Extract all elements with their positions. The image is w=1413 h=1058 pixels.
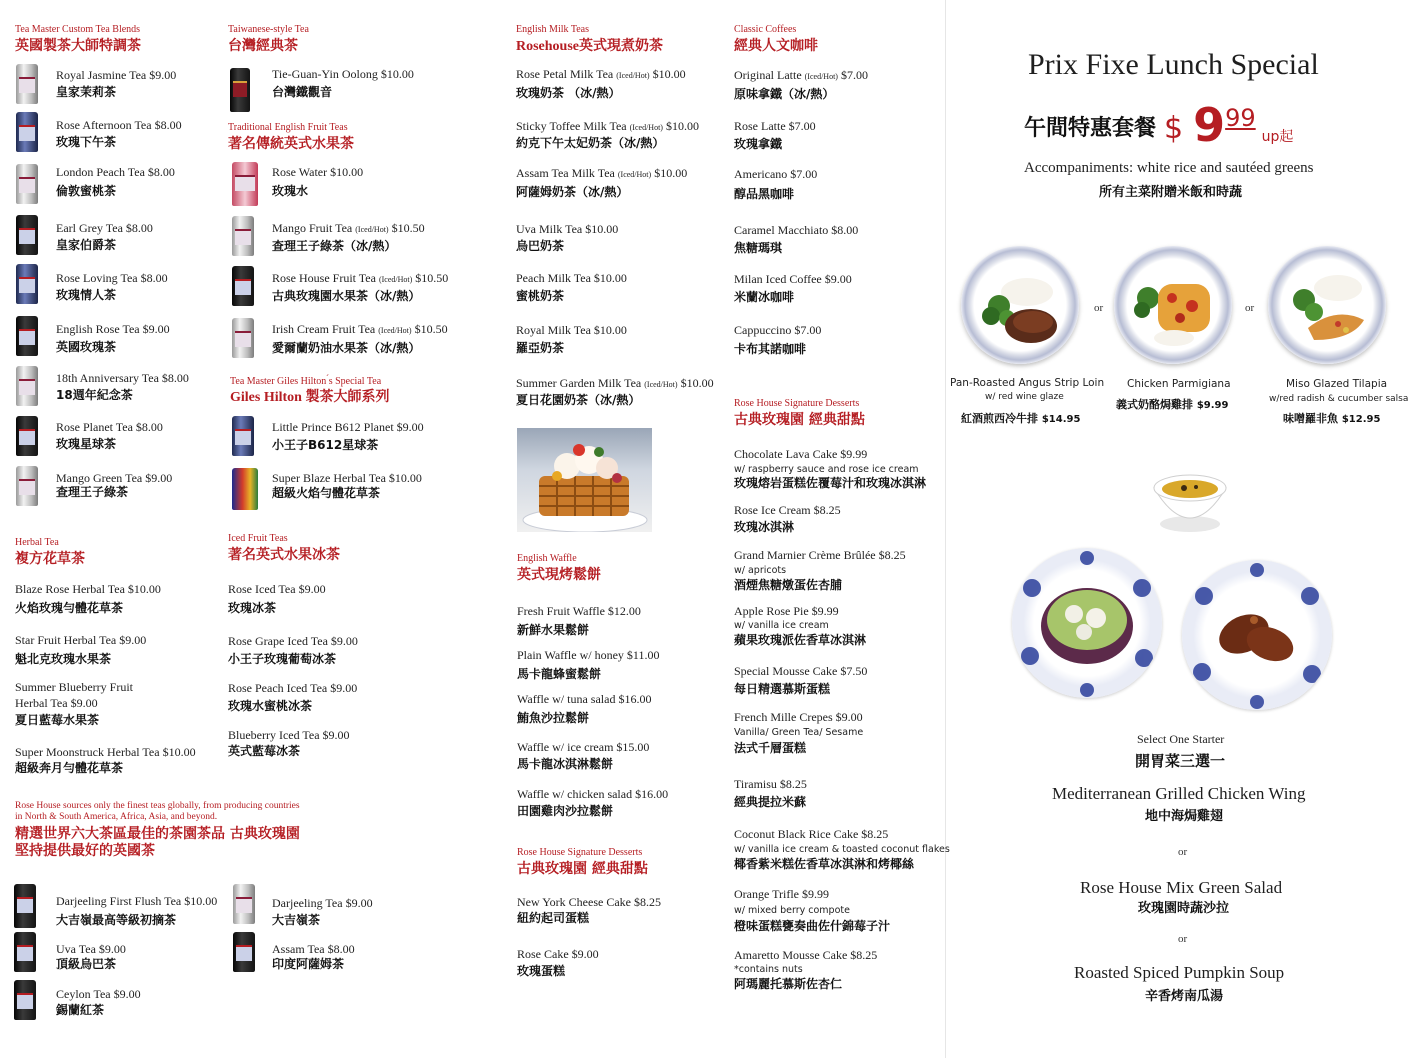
menu-item-zh: 烏巴奶茶	[516, 239, 565, 253]
accompaniments-zh: 所有主菜附贈米飯和時蔬	[1099, 185, 1243, 200]
menu-item-zh: 田園雞肉沙拉鬆餅	[517, 804, 614, 818]
price-decimal: 99	[1225, 104, 1256, 132]
starter-item-zh: 地中海焗雞翅	[1145, 809, 1224, 824]
menu-item-zh: 法式千層蛋糕	[734, 741, 807, 755]
section-subtitle: Herbal Tea	[15, 537, 59, 548]
menu-item-name: Plain Waffle w/ honey $11.00	[517, 648, 660, 662]
menu-item-name: English Rose Tea $9.00	[56, 322, 170, 336]
menu-item-zh: 酒煙焦糖燉蛋佐杏脯	[734, 578, 843, 592]
source-title: 堅持提供最好的英國茶	[15, 843, 155, 859]
menu-item-name: Grand Marnier Crème Brûlée $8.25	[734, 548, 906, 562]
menu-item-name: Rose Water $10.00	[272, 165, 364, 179]
menu-item-name: Summer Blueberry Fruit	[15, 680, 133, 694]
menu-item-zh: 玫瑰下午茶	[56, 135, 117, 149]
menu-item-zh: 蘋果玫瑰派佐香草冰淇淋	[734, 633, 867, 647]
steak-plate-photo	[961, 246, 1079, 364]
menu-item-note: *contains nuts	[734, 964, 803, 975]
menu-item-note: w/ vanilla ice cream & toasted coconut flakes	[734, 844, 950, 855]
section-subtitle: Rose House Signature Desserts	[517, 847, 643, 858]
menu-item-name: Summer Garden Milk Tea (Iced/Hot) $10.00	[516, 376, 714, 390]
chicken-plate-photo	[1114, 246, 1232, 364]
menu-item-name: Rose Petal Milk Tea (Iced/Hot) $10.00	[516, 67, 686, 81]
menu-item-name: Little Prince B612 Planet $9.00	[272, 420, 424, 434]
section-title: Rosehouse英式現煮奶茶	[516, 39, 664, 54]
menu-item-zh: 大吉嶺最高等級初摘茶	[56, 913, 177, 927]
menu-item-name: Rose Peach Iced Tea $9.00	[228, 681, 358, 695]
source-note: Rose House sources only the finest teas globally, from producing countries	[15, 801, 300, 811]
menu-item-zh: 查理王子綠茶	[56, 485, 129, 499]
tea-tin-icon	[14, 980, 36, 1020]
menu-item-zh: 印度阿薩姆茶	[272, 957, 345, 971]
menu-item-zh: 約克下午太妃奶茶（冰/熱）	[516, 136, 665, 150]
menu-item-zh: 皇家伯爵茶	[56, 238, 117, 252]
waffle-photo	[517, 428, 652, 532]
menu-item-name: Blueberry Iced Tea $9.00	[228, 728, 350, 742]
menu-item-name: Star Fruit Herbal Tea $9.00	[15, 633, 147, 647]
menu-item-zh: 小王子玫瑰葡萄冰茶	[228, 652, 337, 666]
section-title: 經典人文咖啡	[734, 38, 818, 54]
lunch-title-zh: 午間特惠套餐	[1024, 116, 1157, 141]
menu-item-zh: 玫瑰冰淇淋	[734, 520, 795, 534]
starter-item-zh: 玫瑰園時蔬沙拉	[1138, 901, 1230, 916]
source-title: 精選世界六大茶區最佳的茶園茶品 古典玫瑰園	[15, 826, 300, 842]
tea-tin-icon	[16, 366, 38, 406]
menu-item-name: Sticky Toffee Milk Tea (Iced/Hot) $10.00	[516, 119, 699, 133]
menu-item-zh: 原味拿鐵（冰/熱）	[734, 87, 835, 101]
menu-item-zh: 大吉嶺茶	[272, 913, 321, 927]
menu-item-name: Waffle w/ tuna salad $16.00	[517, 692, 652, 706]
menu-item-zh: 火焰玫瑰勻體花草茶	[15, 601, 124, 615]
menu-item-name: Uva Milk Tea $10.00	[516, 222, 619, 236]
menu-item-zh: 愛爾蘭奶油水果茶（冰/熱）	[272, 341, 421, 355]
menu-item-zh: 玫瑰奶茶 （冰/熱）	[516, 86, 621, 100]
chicken-wing-illustration	[1182, 560, 1332, 710]
menu-item-name: Earl Grey Tea $8.00	[56, 221, 153, 235]
tea-tin-icon	[232, 318, 254, 358]
tea-tin-icon	[16, 466, 38, 506]
dish-note: w/ red wine glaze	[985, 392, 1064, 402]
menu-item-zh: 玫瑰水蜜桃冰茶	[228, 699, 313, 713]
tea-tin-icon	[16, 112, 38, 152]
tea-tin-icon	[232, 162, 258, 206]
menu-item-zh: 英式藍莓冰茶	[228, 744, 301, 758]
menu-item-zh: 焦糖瑪琪	[734, 241, 783, 255]
starter-item: Roasted Spiced Pumpkin Soup	[1074, 963, 1285, 982]
price-dollar: $	[1164, 111, 1184, 146]
or-separator: or	[1245, 302, 1255, 314]
menu-item-zh: 阿瑪麗托慕斯佐杏仁	[734, 977, 843, 991]
menu-item-name: Amaretto Mousse Cake $8.25	[734, 948, 878, 962]
menu-item-name: New York Cheese Cake $8.25	[517, 895, 661, 909]
menu-item-name: Chocolate Lava Cake $9.99	[734, 447, 868, 461]
menu-item-zh: 超級火焰勻體花草茶	[272, 486, 381, 500]
menu-item-zh: 玫瑰拿鐵	[734, 137, 783, 151]
menu-item-name: Tiramisu $8.25	[734, 777, 807, 791]
menu-item-zh: 18週年紀念茶	[56, 388, 133, 402]
menu-item-zh: 頂級烏巴茶	[56, 957, 117, 971]
menu-item-zh: 馬卡龍蜂蜜鬆餅	[517, 667, 602, 681]
menu-item-zh: 玫瑰蛋糕	[517, 964, 566, 978]
menu-item-zh: 小王子B612星球茶	[272, 438, 379, 452]
menu-item-zh: 查理王子綠茶（冰/熱）	[272, 239, 397, 253]
source-note: in North & South America, Africa, Asia, and beyond.	[15, 812, 218, 822]
menu-item-zh: 古典玫瑰園水果茶（冰/熱）	[272, 289, 421, 303]
section-subtitle: Classic Coffees	[734, 24, 797, 35]
menu-item-zh: 新鮮水果鬆餅	[517, 623, 590, 637]
menu-item-name: Americano $7.00	[734, 167, 818, 181]
section-subtitle: Tea Master Custom Tea Blends	[15, 24, 141, 35]
section-title: 著名傳統英式水果茶	[228, 136, 354, 152]
menu-item-zh: 椰香紫米糕佐香草冰淇淋和烤椰絲	[734, 857, 915, 871]
menu-item-zh: 超級奔月勻體花草茶	[15, 761, 124, 775]
menu-item-zh: 玫瑰冰茶	[228, 601, 277, 615]
accompaniments-en: Accompaniments: white rice and sautéed greens	[1024, 160, 1314, 176]
salad-illustration	[1012, 548, 1162, 698]
menu-item-name: Peach Milk Tea $10.00	[516, 271, 627, 285]
chicken-dish-illustration	[1114, 246, 1232, 364]
section-title: 複方花草茶	[15, 551, 85, 567]
tea-tin-icon	[233, 932, 255, 972]
tea-tin-icon	[232, 468, 258, 510]
menu-item-name: Royal Jasmine Tea $9.00	[56, 68, 177, 82]
tea-tin-icon	[16, 316, 38, 356]
menu-item-zh: 台灣鐵觀音	[272, 85, 333, 99]
tea-tin-icon	[232, 416, 254, 456]
menu-item-zh: 羅亞奶茶	[516, 341, 565, 355]
starter-item: Mediterranean Grilled Chicken Wing	[1052, 784, 1306, 803]
menu-item-zh: 紐約起司蛋糕	[517, 911, 590, 925]
menu-item-name: Fresh Fruit Waffle $12.00	[517, 604, 641, 618]
section-subtitle: Rose House Signature Desserts	[734, 398, 860, 409]
menu-item-name: Rose Iced Tea $9.00	[228, 582, 326, 596]
price-up: up起	[1261, 129, 1294, 145]
menu-item-note: w/ vanilla ice cream	[734, 620, 829, 631]
section-title: Giles Hilton 製茶大師系列	[230, 390, 390, 405]
section-title: 著名英式水果冰茶	[228, 547, 340, 563]
menu-item-name: Darjeeling Tea $9.00	[272, 896, 373, 910]
menu-item-zh: 馬卡龍冰淇淋鬆餅	[517, 757, 614, 771]
menu-item-name: Irish Cream Fruit Tea (Iced/Hot) $10.50	[272, 322, 448, 336]
section-title: 古典玫瑰園 經典甜點	[517, 861, 648, 877]
dish-name: Pan-Roasted Angus Strip Loin	[950, 377, 1105, 389]
menu-item-name: Waffle w/ chicken salad $16.00	[517, 787, 669, 801]
menu-item-name: Waffle w/ ice cream $15.00	[517, 740, 650, 754]
menu-item-name: Coconut Black Rice Cake $8.25	[734, 827, 889, 841]
menu-item-name: Rose Cake $9.00	[517, 947, 599, 961]
menu-item-zh: 醇品黑咖啡	[734, 187, 795, 201]
menu-item-zh: 倫敦蜜桃茶	[56, 184, 117, 198]
starter-item-zh: 辛香烤南瓜湯	[1145, 989, 1224, 1004]
menu-item-name: Apple Rose Pie $9.99	[734, 604, 839, 618]
or-separator: or	[1094, 302, 1104, 314]
menu-item-name: Rose Ice Cream $8.25	[734, 503, 841, 517]
menu-item-name: Cappuccino $7.00	[734, 323, 822, 337]
section-subtitle: Tea Master Giles Hilton ́s Special Tea	[230, 376, 382, 387]
menu-item-name: Rose Latte $7.00	[734, 119, 816, 133]
menu-item-name: Darjeeling First Flush Tea $10.00	[56, 894, 218, 908]
tea-tin-icon	[14, 884, 36, 928]
menu-item-name: Tie-Guan-Yin Oolong $10.00	[272, 67, 414, 81]
dish-name: Chicken Parmigiana	[1127, 378, 1231, 390]
menu-item-name: Orange Trifle $9.99	[734, 887, 829, 901]
menu-item-name: Assam Tea $8.00	[272, 942, 355, 956]
starter-item: Rose House Mix Green Salad	[1080, 878, 1283, 897]
steak-dish-illustration	[961, 246, 1079, 364]
menu-item-zh: 玫瑰水	[272, 184, 309, 198]
menu-item-zh: 英國玫瑰茶	[56, 340, 117, 354]
tea-tin-icon	[16, 416, 38, 456]
menu-item-name: Royal Milk Tea $10.00	[516, 323, 627, 337]
menu-item-note: w/ raspberry sauce and rose ice cream	[734, 464, 919, 475]
tea-tin-icon	[16, 164, 38, 204]
menu-item-name: Uva Tea $9.00	[56, 942, 126, 956]
menu-item-name: Super Blaze Herbal Tea $10.00	[272, 471, 422, 485]
menu-item-name: Mango Green Tea $9.00	[56, 471, 173, 485]
menu-item-name: Rose Loving Tea $8.00	[56, 271, 168, 285]
dish-note: w/red radish & cucumber salsa	[1269, 394, 1409, 404]
menu-item-zh: 鮪魚沙拉鬆餅	[517, 711, 590, 725]
tea-tin-icon	[233, 884, 255, 924]
menu-item-zh: 經典提拉米蘇	[734, 795, 807, 809]
price-integer: 9	[1193, 98, 1226, 152]
menu-item-zh: 夏日花園奶茶（冰/熱）	[516, 393, 641, 407]
tea-tin-icon	[14, 932, 36, 972]
menu-item-name: Milan Iced Coffee $9.00	[734, 272, 852, 286]
menu-item-name: Mango Fruit Tea (Iced/Hot) $10.50	[272, 221, 425, 235]
section-subtitle: Iced Fruit Teas	[228, 533, 288, 544]
waffle-illustration	[517, 428, 652, 532]
menu-item-zh: 玫瑰情人茶	[56, 288, 117, 302]
menu-item-name: Rose Afternoon Tea $8.00	[56, 118, 182, 132]
tea-tin-icon	[16, 215, 38, 255]
menu-item-zh: 米蘭冰咖啡	[734, 290, 795, 304]
tea-tin-icon	[16, 64, 38, 104]
menu-item-name: Rose Planet Tea $8.00	[56, 420, 163, 434]
or-separator: or	[1178, 846, 1188, 858]
menu-item-zh: 魁北克玫瑰水果茶	[15, 652, 112, 666]
tea-tin-icon	[232, 216, 254, 256]
menu-item-name: Rose Grape Iced Tea $9.00	[228, 634, 358, 648]
menu-item-note: Vanilla/ Green Tea/ Sesame	[734, 727, 864, 738]
tilapia-plate-photo	[1268, 246, 1386, 364]
menu-item-name: Original Latte (Iced/Hot) $7.00	[734, 68, 868, 82]
menu-item-name: Rose House Fruit Tea (Iced/Hot) $10.50	[272, 271, 449, 285]
soup-illustration	[1148, 458, 1232, 542]
dish-zh: 紅酒煎西冷牛排 $14.95	[961, 412, 1081, 425]
menu-item-name: Special Mousse Cake $7.50	[734, 664, 868, 678]
soup-bowl-photo	[1148, 458, 1232, 542]
panel-fold	[945, 0, 946, 1058]
lunch-title: Prix Fixe Lunch Special	[1028, 48, 1319, 81]
or-separator: or	[1178, 933, 1188, 945]
chicken-wing-plate-photo	[1182, 560, 1332, 710]
lunch-price-row	[1024, 98, 1294, 152]
dish-zh: 味噌羅非魚 $12.95	[1283, 412, 1381, 425]
menu-item-zh: 蜜桃奶茶	[516, 289, 565, 303]
menu-item-note: w/ mixed berry compote	[734, 905, 850, 916]
menu-item-zh: 錫蘭紅茶	[56, 1003, 105, 1017]
menu-item-name: 18th Anniversary Tea $8.00	[56, 371, 189, 385]
menu-item-zh: 橙味蛋糕甕奏曲佐什錦莓子汁	[734, 919, 891, 933]
menu-item-name: Ceylon Tea $9.00	[56, 987, 141, 1001]
menu-item-zh: 每日精選慕斯蛋糕	[734, 682, 831, 696]
dish-name: Miso Glazed Tilapia	[1286, 378, 1388, 390]
tea-tin-icon	[16, 264, 38, 304]
tea-tin-icon	[230, 68, 250, 112]
menu-item-name: Assam Tea Milk Tea (Iced/Hot) $10.00	[516, 166, 688, 180]
starter-heading-en: Select One Starter	[1137, 732, 1225, 746]
menu-item-note: w/ apricots	[734, 565, 787, 576]
section-subtitle: Traditional English Fruit Teas	[228, 122, 348, 133]
section-subtitle: English Waffle	[517, 553, 577, 564]
section-title: 古典玫瑰園 經典甜點	[734, 412, 865, 428]
menu-item-name: French Mille Crepes $9.00	[734, 710, 863, 724]
section-subtitle: Taiwanese-style Tea	[228, 24, 309, 35]
menu-item-zh: 皇家茉莉茶	[56, 85, 117, 99]
section-title: 英式現烤鬆餅	[517, 567, 601, 583]
tea-tin-icon	[232, 266, 254, 306]
menu-item-zh: 夏日藍莓水果茶	[15, 713, 100, 727]
menu-item-name: Herbal Tea $9.00	[15, 696, 98, 710]
starter-heading-zh: 開胃菜三選一	[1135, 752, 1226, 770]
dish-zh: 義式奶酪焗雞排 $9.99	[1116, 398, 1229, 411]
section-title: 英國製茶大師特調茶	[15, 38, 141, 54]
menu-item-name: Caramel Macchiato $8.00	[734, 223, 859, 237]
tilapia-dish-illustration	[1268, 246, 1386, 364]
menu-item-zh: 卡布其諾咖啡	[734, 342, 807, 356]
menu-item-name: Blaze Rose Herbal Tea $10.00	[15, 582, 161, 596]
salad-plate-photo	[1012, 548, 1162, 698]
menu-item-name: London Peach Tea $8.00	[56, 165, 175, 179]
menu-item-zh: 玫瑰熔岩蛋糕佐覆莓汁和玫瑰冰淇淋	[734, 476, 927, 490]
menu-item-zh: 阿薩姆奶茶（冰/熱）	[516, 185, 629, 199]
menu-item-zh: 玫瑰星球茶	[56, 437, 117, 451]
menu-item-name: Super Moonstruck Herbal Tea $10.00	[15, 745, 196, 759]
section-subtitle: English Milk Teas	[516, 24, 590, 35]
section-title: 台灣經典茶	[228, 38, 298, 54]
